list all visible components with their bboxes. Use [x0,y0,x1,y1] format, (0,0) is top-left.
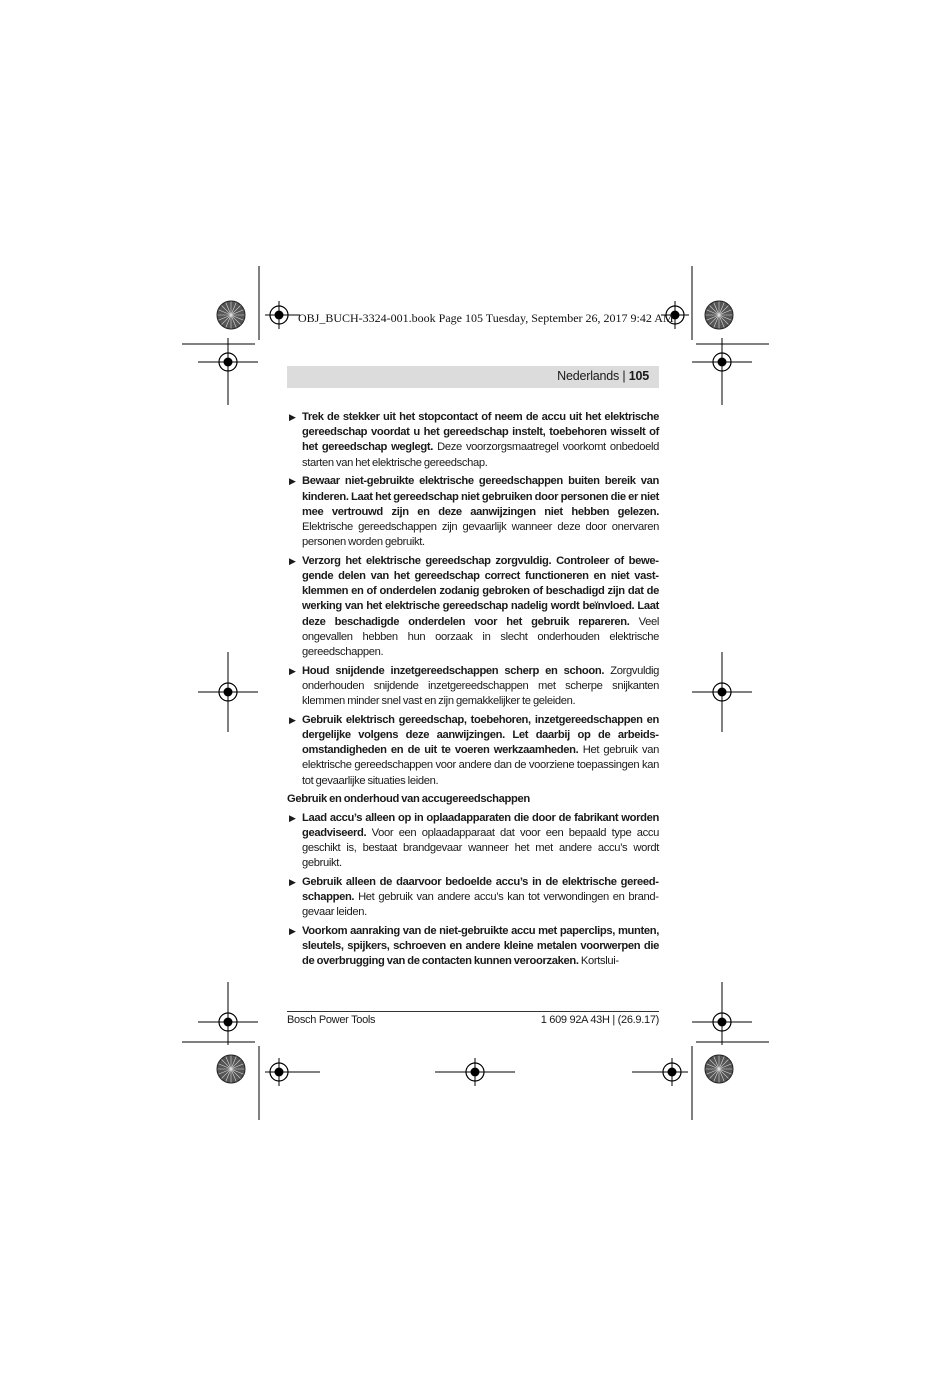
bullet-text: Het gebruik van elektrische gereedschappen voor andere dan de voorziene toepassingen kan tot gevaarlijke situaties leiden. [302,744,659,787]
triangle-bullet-icon: ▶ [289,476,296,487]
bullet-text: Kortslui- [578,955,619,968]
print-slug: OBJ_BUCH-3324-001.book Page 105 Tuesday, September 26, 2017 9:42 AM [298,311,674,325]
safety-bullet [287,713,659,789]
page-header-band [287,366,659,388]
bullet-text: Zorgvuldig onderhouden snijdende inzetgereedschappen met scherpe snijkanten klemmen minder snel vast en zijn gemakkelijker te geleiden. [302,664,659,708]
safety-bullet [287,875,659,921]
bullet-bold-text: Gebruik alleen de daarvoor bedoelde accu’s in de elektrische gereedschappen. [302,875,659,904]
page-content [287,410,659,973]
page-number: 105 [628,369,649,383]
running-head [557,369,649,383]
safety-bullet [287,811,659,872]
triangle-bullet-icon: ▶ [289,665,296,676]
header-separator: | [622,369,626,383]
bullet-text: Elektrische gereedschappen zijn gevaarlijk wanneer deze door onervaren personen worden gebruikt. [302,520,659,549]
bullet-text: Deze voorzorgsmaatregel voorkomt onbedoeld starten van het elektrische gereedschap. [302,441,660,469]
bullet-text: Voor een oplaadapparaat dat voor een bepaald type accu geschikt is, bestaat brandgevaar wanneer het met andere accu’s wordt gebruikt. [302,826,659,870]
triangle-bullet-icon: ▶ [289,876,296,887]
bullet-bold-text: Verzorg het elektrische gereedschap zorgvuldig. Controleer of bewegende delen van het gereedschap correct functioneren en niet vastklemmen en of onderdelen zodanig gebroken of beschadigd zijn dat de werking van het elektrische gereedschap nadelig wordt beïnvloed. Laat deze beschadigde onderdelen voor het gebruik repareren. [302,554,659,628]
bullet-bold-text: Bewaar niet-gebruikte elektrische gereedschappen buiten bereik van kinderen. Laat het gereedschap niet gebruiken door personen die er niet mee vertrouwd zijn en deze aanwijzingen niet hebben gelezen. [302,475,659,518]
safety-bullet [287,664,659,710]
safety-bullet [287,410,659,471]
bullet-bold-text: Houd snijdende inzetgereedschappen scherp en schoon. [302,664,605,677]
section-heading: Gebruik en onderhoud van accugereedschappen [287,793,530,806]
bullet-bold-text: Voorkom aanraking van de niet-gebruikte accu met paperclips, munten, sleutels, spijkers, schroeven en andere kleine metalen voorwerpen die de overbrugging van de contacten kunnen veroorzaken. [302,925,659,968]
bullet-bold-text: Laad accu’s alleen op in oplaadapparaten die door de fabrikant worden geadviseerd. [302,811,659,839]
safety-bullet [287,554,659,660]
bullet-text: Veel ongevallen hebben hun oorzaak in slecht onderhouden elektrische gereedschappen. [302,615,659,659]
bullet-bold-text: Gebruik elektrisch gereedschap, toebehoren, inzetgereedschappen en dergelijke volgens deze aanwijzingen. Let daarbij op de arbeidsomstandigheden en de uit te voeren werkzaamheden. [302,713,659,757]
safety-bullet [287,474,659,550]
bullet-text: Het gebruik van andere accu’s kan tot verwondingen en brandgevaar leiden. [302,891,659,919]
triangle-bullet-icon: ▶ [289,555,296,566]
safety-bullet [287,924,659,970]
footer-doc-number: 1 609 92A 43H | (26.9.17) [540,1014,659,1026]
triangle-bullet-icon: ▶ [289,926,296,936]
triangle-bullet-icon: ▶ [289,812,296,823]
triangle-bullet-icon: ▶ [289,412,296,422]
language-label: Nederlands [557,369,620,383]
triangle-bullet-icon: ▶ [289,714,296,725]
bullet-bold-text: Trek de stekker uit het stopcontact of neem de accu uit het elektrische gereedschap voordat u het gereedschap instelt, toebehoren wisselt of het gereedschap weglegt. [302,411,659,454]
footer-rule [287,1011,659,1012]
footer-brand: Bosch Power Tools [287,1014,376,1026]
